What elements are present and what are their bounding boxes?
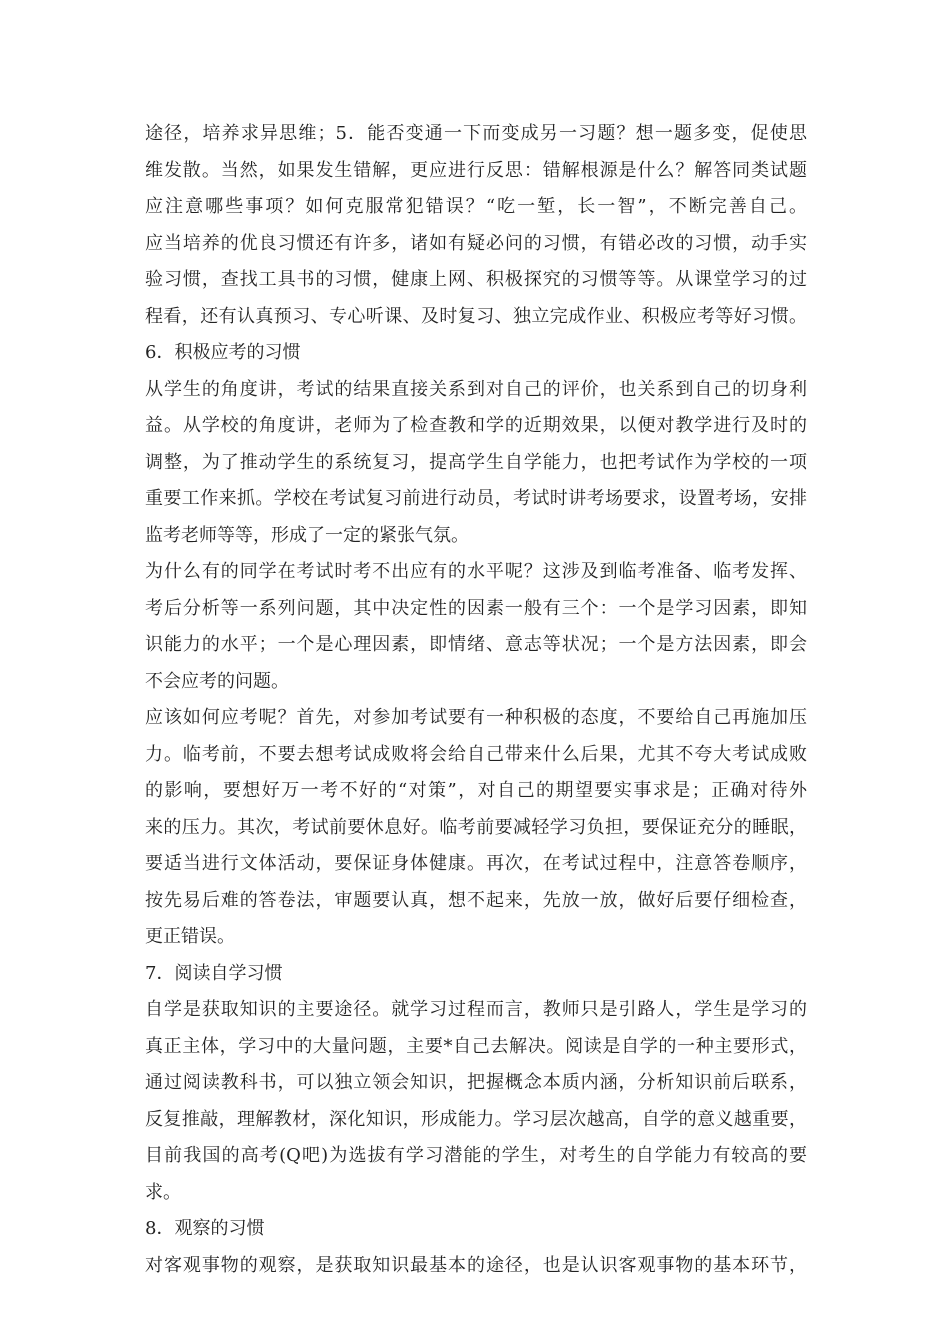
text-line: 求。 — [145, 1181, 181, 1203]
text-line: 应该如何应考呢？首先，对参加考试要有一种积极的态度，不要给自己再施加压 — [145, 707, 807, 728]
text-line: 验习惯，查找工具书的习惯，健康上网、积极探究的习惯等等。从课堂学习的过 — [145, 269, 807, 290]
text-line: 目前我国的高考(Q吧)为选拔有学习潜能的学生，对考生的自学能力有较高的要 — [145, 1145, 807, 1166]
text-line: 识能力的水平；一个是心理因素，即情绪、意志等状况；一个是方法因素，即会 — [145, 634, 807, 655]
text-line: 维发散。当然，如果发生错解，更应进行反思：错解根源是什么？解答同类试题 — [145, 159, 807, 181]
text-line: 考后分析等一系列问题，其中决定性的因素一般有三个：一个是学习因素，即知 — [145, 597, 807, 619]
text-line: 应注意哪些事项？如何克服常犯错误？“吃一堑，长一智”，不断完善自己。 — [145, 196, 807, 217]
text-line: 为什么有的同学在考试时考不出应有的水平呢？这涉及到临考准备、临考发挥、 — [145, 561, 807, 582]
text-line: 调整，为了推动学生的系统复习，提高学生自学能力，也把考试作为学校的一项 — [145, 451, 807, 473]
text-line: 途径，培养求异思维；5．能否变通一下而变成另一习题？想一题多变，促使思 — [145, 123, 807, 144]
text-line: 程看，还有认真预习、专心听课、及时复习、独立完成作业、积极应考等好习惯。 — [145, 305, 807, 327]
text-line: 从学生的角度讲，考试的结果直接关系到对自己的评价，也关系到自己的切身利 — [145, 378, 807, 400]
document-body — [145, 116, 807, 1284]
text-line: 力。临考前，不要去想考试成败将会给自己带来什么后果，尤其不夸大考试成败 — [145, 743, 807, 765]
section-heading: 8．观察的习惯 — [145, 1218, 265, 1239]
text-line: 监考老师等等，形成了一定的紧张气氛。 — [145, 524, 469, 546]
text-line: 通过阅读教科书，可以独立领会知识，把握概念本质内涵，分析知识前后联系， — [145, 1072, 807, 1093]
text-line: 来的压力。其次，考试前要休息好。临考前要减轻学习负担，要保证充分的睡眠， — [145, 816, 807, 838]
text-line: 益。从学校的角度讲，老师为了检查教和学的近期效果，以便对教学进行及时的 — [145, 415, 807, 436]
text-line: 真正主体，学习中的大量问题，主要*自己去解决。阅读是自学的一种主要形式， — [145, 1035, 807, 1057]
text-line: 不会应考的问题。 — [145, 670, 289, 692]
text-line: 按先易后难的答卷法，审题要认真，想不起来，先放一放，做好后要仔细检查， — [145, 889, 807, 911]
section-heading: 7．阅读自学习惯 — [145, 962, 283, 984]
text-line: 要适当进行文体活动，要保证身体健康。再次，在考试过程中，注意答卷顺序， — [145, 853, 807, 874]
text-line: 反复推敲，理解教材，深化知识，形成能力。学习层次越高，自学的意义越重要， — [145, 1108, 807, 1130]
text-line: 自学是获取知识的主要途径。就学习过程而言，教师只是引路人，学生是学习的 — [145, 999, 807, 1020]
text-line: 更正错误。 — [145, 926, 235, 947]
text-line: 应当培养的优良习惯还有许多，诸如有疑必问的习惯，有错必改的习惯，动手实 — [145, 232, 807, 254]
section-heading: 6．积极应考的习惯 — [145, 342, 301, 363]
text-line: 的影响，要想好万一考不好的“对策”，对自己的期望要实事求是；正确对待外 — [145, 780, 807, 801]
text-line: 对客观事物的观察，是获取知识最基本的途径，也是认识客观事物的基本环节， — [145, 1254, 807, 1276]
text-line: 重要工作来抓。学校在考试复习前进行动员，考试时讲考场要求，设置考场，安排 — [145, 488, 807, 509]
